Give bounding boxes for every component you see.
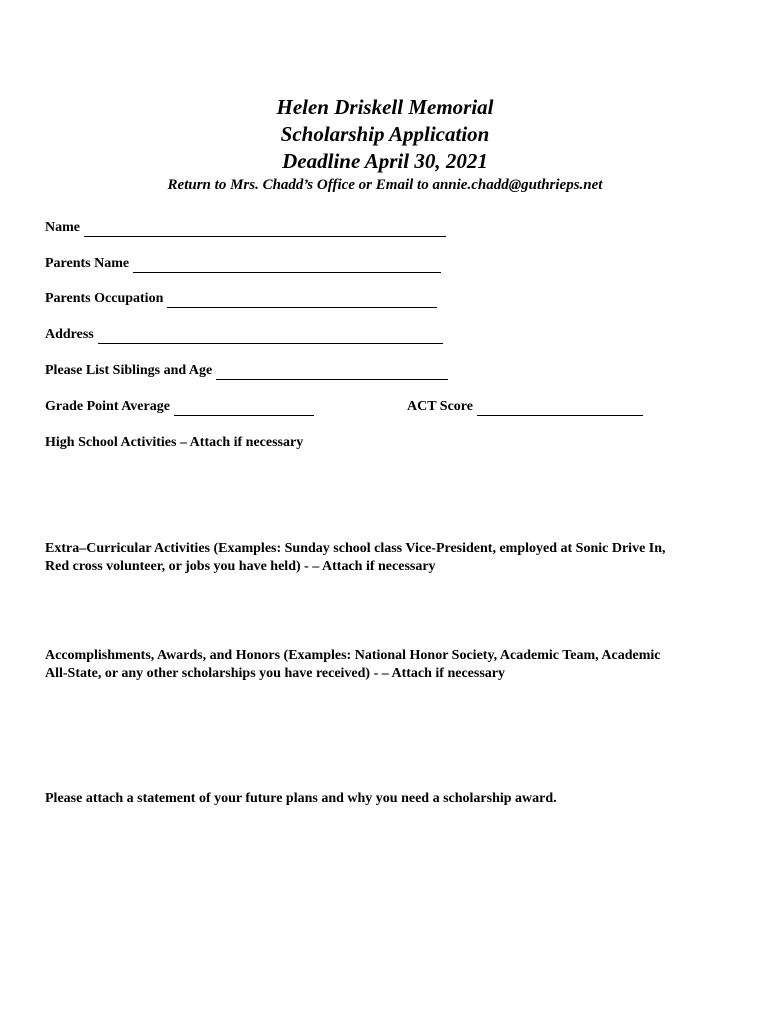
name-field: [45, 219, 446, 237]
siblings-label: Please List Siblings and Age: [45, 363, 213, 378]
form-subtitle-application: Scholarship Application: [280, 122, 490, 146]
future-plans-statement: Please attach a statement of your future plans and why you need a scholarship award.: [45, 791, 557, 806]
act-score-blank[interactable]: [477, 402, 643, 416]
parents-name-field: [45, 255, 441, 273]
name-blank[interactable]: [84, 223, 446, 237]
address-field: [45, 326, 443, 344]
act-score-label: ACT Score: [407, 399, 473, 414]
gpa-field: [45, 398, 314, 416]
siblings-field: [45, 362, 448, 380]
siblings-blank[interactable]: [216, 366, 448, 380]
high-school-activities-prompt: High School Activities – Attach if necessary: [45, 435, 304, 450]
gpa-blank[interactable]: [174, 402, 314, 416]
extra-curricular-prompt-line2: Red cross volunteer, or jobs you have held) - – Attach if necessary: [45, 559, 436, 574]
accomplishments-prompt-line1: Accomplishments, Awards, and Honors (Examples: National Honor Society, Academic Team, Academic: [45, 648, 661, 663]
address-blank[interactable]: [98, 330, 443, 344]
name-label: Name: [45, 220, 80, 235]
act-score-field: [407, 398, 643, 416]
return-instructions: Return to Mrs. Chadd’s Office or Email to annie.chadd@guthrieps.net: [167, 177, 603, 193]
extra-curricular-prompt-line1: Extra–Curricular Activities (Examples: Sunday school class Vice-President, employed at Sonic Drive In,: [45, 541, 666, 556]
parents-name-blank[interactable]: [133, 259, 441, 273]
parents-name-label: Parents Name: [45, 256, 130, 271]
deadline-heading: Deadline April 30, 2021: [282, 149, 488, 173]
accomplishments-prompt-line2: All-State, or any other scholarships you have received) - – Attach if necessary: [45, 666, 506, 681]
parents-occupation-label: Parents Occupation: [45, 291, 164, 306]
address-label: Address: [45, 327, 94, 342]
parents-occupation-field: [45, 290, 437, 308]
form-title: Helen Driskell Memorial: [276, 95, 494, 119]
parents-occupation-blank[interactable]: [167, 294, 437, 308]
gpa-label: Grade Point Average: [45, 399, 170, 414]
